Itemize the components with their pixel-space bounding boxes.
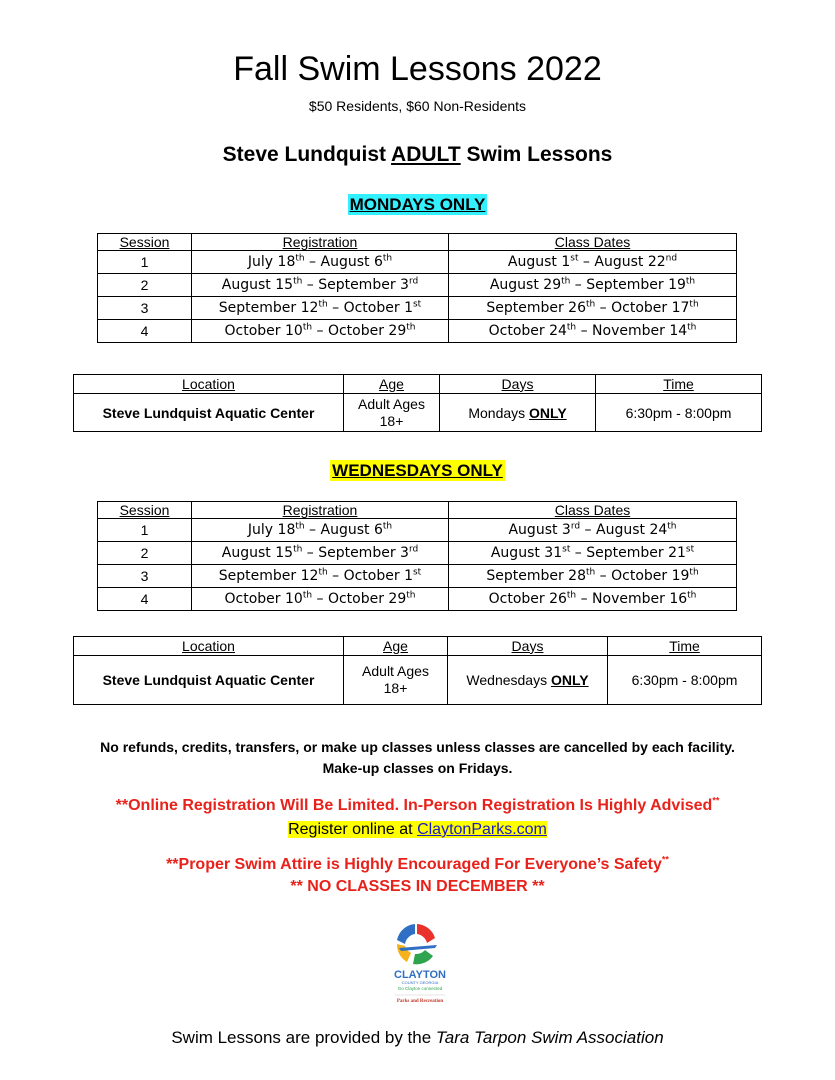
register-online [0, 821, 835, 839]
col-session: Session [98, 234, 192, 251]
register-text: Register online at [288, 821, 418, 838]
col-registration: Registration [192, 234, 449, 251]
col-session: Session [98, 502, 192, 519]
registration-dates: September 12th – October 1st [192, 565, 449, 588]
logo-dept: Parks and Recreation [396, 999, 444, 1004]
age-value: Adult Ages 18+ [344, 394, 440, 432]
prices: $50 Residents, $60 Non-Residents [308, 98, 527, 114]
class-dates: September 28th – October 19th [449, 565, 737, 588]
session-number: 4 [98, 320, 192, 343]
swim-association-name: Tara Tarpon Swim Association [435, 1028, 664, 1047]
online-limited-notice [0, 797, 835, 815]
col-days: Days [448, 637, 608, 656]
policy-line-1: No refunds, credits, transfers, or make up classes unless classes are cancelled by each facility. [100, 739, 735, 755]
logo-name: CLAYTON [394, 969, 446, 981]
registration-dates: August 15th – September 3rd [192, 542, 449, 565]
class-dates: August 1st – August 22nd [449, 251, 737, 274]
logo-sub: COUNTY GEORGIA [401, 980, 439, 985]
session-number: 3 [98, 565, 192, 588]
days-value [448, 656, 608, 705]
mondays-sessions-table [97, 233, 737, 343]
time-value: 6:30pm - 8:00pm [596, 394, 762, 432]
class-dates: August 3rd – August 24th [449, 519, 737, 542]
table-row [98, 588, 737, 611]
footer [0, 1028, 835, 1048]
col-location: Location [74, 375, 344, 394]
registration-dates: August 15th – September 3rd [192, 274, 449, 297]
attire-mark: ** [661, 854, 669, 865]
col-days: Days [440, 375, 596, 394]
lesson-heading [0, 143, 835, 167]
wednesdays-label-text: WEDNESDAYS ONLY [332, 461, 503, 480]
table-row [98, 320, 737, 343]
heading-post: Swim Lessons [460, 143, 613, 166]
age-value: Adult Ages 18+ [344, 656, 448, 705]
col-class-dates: Class Dates [449, 234, 737, 251]
time-value: 6:30pm - 8:00pm [608, 656, 762, 705]
col-registration: Registration [192, 502, 449, 519]
clayton-logo-icon [375, 918, 465, 1010]
wednesdays-sessions-table [97, 501, 737, 611]
heading-adult: ADULT [391, 143, 461, 166]
days-text: Wednesdays [466, 672, 551, 688]
col-time: Time [596, 375, 762, 394]
table-row [98, 542, 737, 565]
table-row [98, 251, 737, 274]
registration-dates: July 18th – August 6th [192, 519, 449, 542]
policy-line-2: Make-up classes on Fridays. [322, 760, 513, 776]
page-title: Fall Swim Lessons 2022 [233, 50, 602, 88]
logo-tagline: Go Clayton connected [397, 986, 443, 991]
col-age: Age [344, 637, 448, 656]
clayton-parks-link[interactable]: ClaytonParks.com [417, 821, 547, 838]
registration-dates: October 10th – October 29th [192, 320, 449, 343]
days-value [440, 394, 596, 432]
table-row [98, 274, 737, 297]
registration-dates: October 10th – October 29th [192, 588, 449, 611]
no-classes-notice: ** NO CLASSES IN DECEMBER ** [290, 878, 545, 895]
register-highlight [288, 821, 547, 838]
table-row [98, 297, 737, 320]
class-dates: August 31st – September 21st [449, 542, 737, 565]
class-dates: October 24th – November 14th [449, 320, 737, 343]
class-dates: October 26th – November 16th [449, 588, 737, 611]
online-notice-text: **Online Registration Will Be Limited. In-Person Registration Is Highly Advised [115, 797, 713, 814]
session-number: 2 [98, 274, 192, 297]
mondays-label [0, 195, 835, 215]
location-value: Steve Lundquist Aquatic Center [74, 394, 344, 432]
days-text: Mondays [468, 404, 530, 421]
session-number: 3 [98, 297, 192, 320]
mondays-label-text: MONDAYS ONLY [349, 195, 486, 214]
clayton-logo [375, 918, 465, 1010]
days-only: ONLY [529, 404, 567, 421]
table-row [98, 519, 737, 542]
class-dates: September 26th – October 17th [449, 297, 737, 320]
location-value: Steve Lundquist Aquatic Center [74, 656, 344, 705]
col-time: Time [608, 637, 762, 656]
session-number: 1 [98, 251, 192, 274]
days-only: ONLY [550, 672, 589, 688]
registration-dates: July 18th – August 6th [192, 251, 449, 274]
mondays-info-table [73, 374, 762, 432]
table-row [98, 565, 737, 588]
col-age: Age [344, 375, 440, 394]
heading-pre: Steve Lundquist [222, 143, 392, 166]
session-number: 2 [98, 542, 192, 565]
attire-notice [0, 856, 835, 874]
class-dates: August 29th – September 19th [449, 274, 737, 297]
col-location: Location [74, 637, 344, 656]
registration-dates: September 12th – October 1st [192, 297, 449, 320]
attire-text: **Proper Swim Attire is Highly Encouraged For Everyone’s Safety [166, 856, 662, 873]
wednesdays-label [0, 461, 835, 481]
footer-text: Swim Lessons are provided by the [171, 1028, 436, 1047]
col-class-dates: Class Dates [449, 502, 737, 519]
session-number: 4 [98, 588, 192, 611]
policy-note [0, 737, 835, 779]
session-number: 1 [98, 519, 192, 542]
online-notice-mark: ** [712, 795, 720, 806]
wednesdays-info-table [73, 636, 762, 705]
